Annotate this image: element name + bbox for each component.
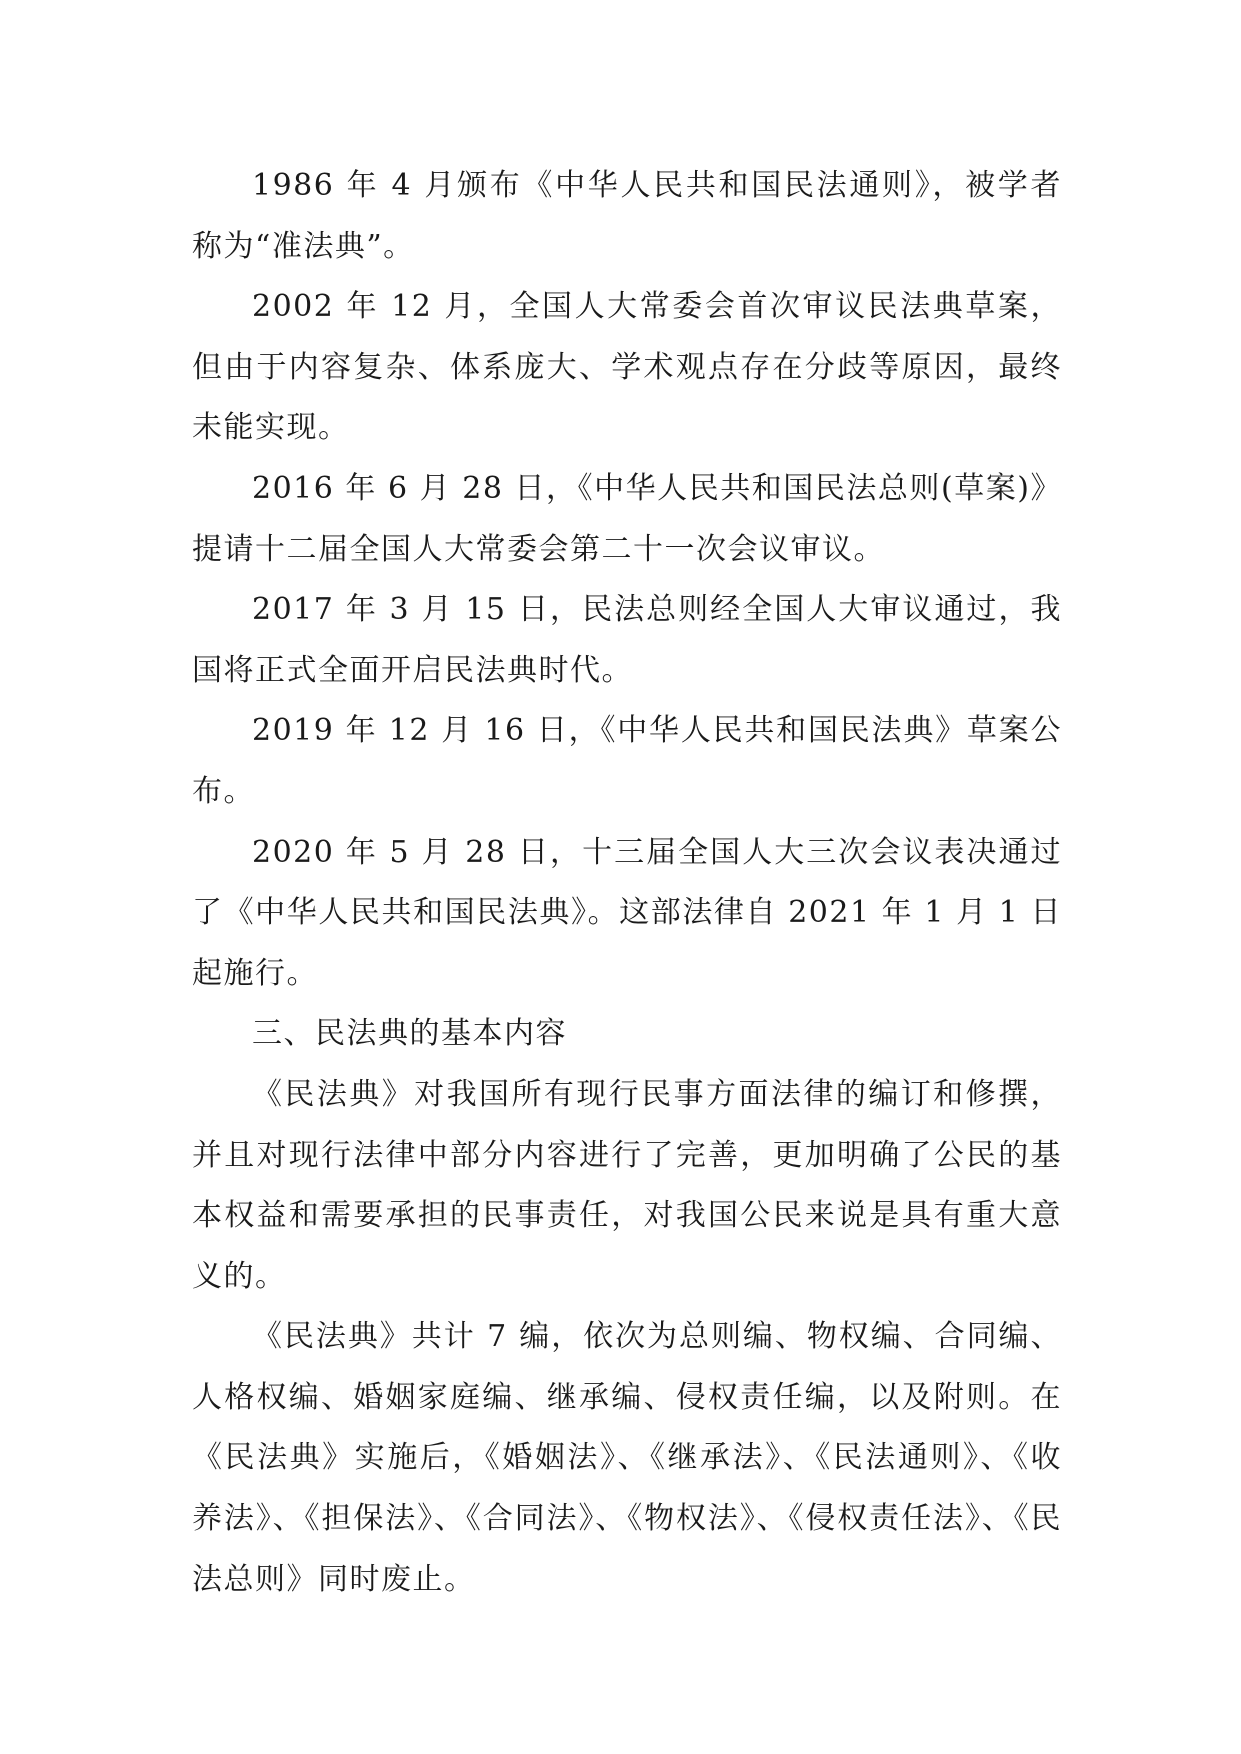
paragraph-2020: 2020 年 5 月 28 日，十三届全国人大三次会议表决通过了《中华人民共和国民法典》。这部法律自 2021 年 1 月 1 日起施行。: [192, 834, 1062, 991]
paragraph-1986: 1986 年 4 月颁布《中华人民共和国民法通则》，被学者称为“准法典”。: [192, 168, 1062, 264]
section-heading: 三、民法典的基本内容: [252, 1016, 567, 1052]
paragraph-2002: 2002 年 12 月，全国人大常委会首次审议民法典草案，但由于内容复杂、体系庞大、学术观点存在分歧等原因，最终未能实现。: [192, 289, 1062, 446]
paragraph-2019: 2019 年 12 月 16 日，《中华人民共和国民法典》草案公布。: [192, 713, 1062, 809]
paragraph-2016: 2016 年 6 月 28 日，《中华人民共和国民法总则(草案)》提请十二届全国人大常委会第二十一次会议审议。: [192, 470, 1062, 567]
paragraph-civil-code-overview: 《民法典》对我国所有现行民事方面法律的编订和修撰，并且对现行法律中部分内容进行了完善，更加明确了公民的基本权益和需要承担的民事责任，对我国公民来说是具有重大意义的。: [192, 1076, 1062, 1294]
paragraph-2017: 2017 年 3 月 15 日，民法总则经全国人大审议通过，我国将正式全面开启民法典时代。: [192, 592, 1062, 688]
document-body: [192, 156, 1062, 1610]
paragraph-civil-code-structure: 《民法典》共计 7 编，依次为总则编、物权编、合同编、人格权编、婚姻家庭编、继承编、侵权责任编，以及附则。在《民法典》实施后，《婚姻法》、《继承法》、《民法通则》、《收养法》、《担保法》、《合同法》、《物权法》、《侵权责任法》、《民法总则》同时废止。: [192, 1319, 1062, 1597]
